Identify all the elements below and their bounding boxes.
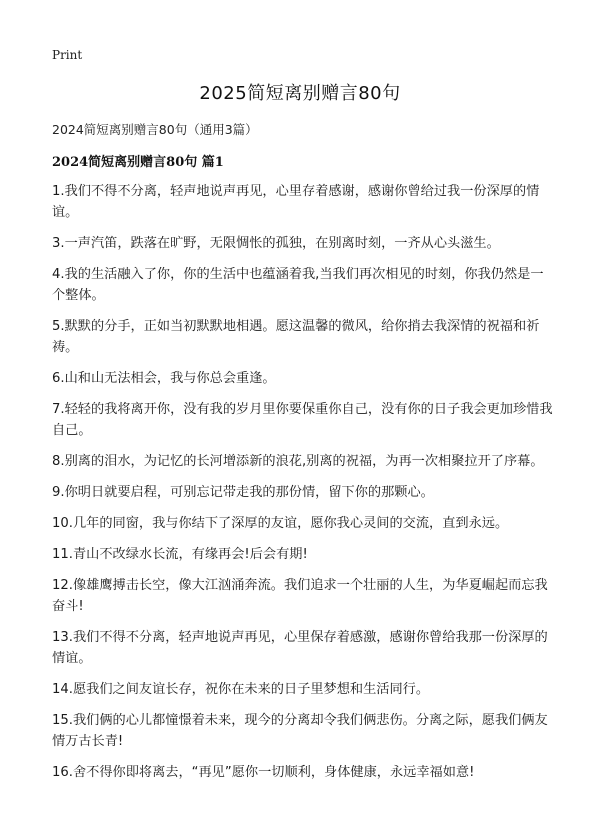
quote-list — [52, 181, 556, 793]
list-item: 14.愿我们之间友谊长存，祝你在未来的日子里梦想和生活同行。 — [52, 682, 430, 697]
list-item: 9.你明日就要启程，可别忘记带走我的那份情，留下你的那颗心。 — [52, 485, 434, 500]
list-item: 1.我们不得不分离，轻声地说声再见，心里存着感谢，感谢你曾给过我一份深厚的情谊。 — [52, 184, 540, 220]
list-item: 6.山和山无法相会，我与你总会重逢。 — [52, 371, 276, 386]
section-heading: 2024简短离别赠言80句 篇1 — [52, 155, 224, 170]
list-item: 13.我们不得不分离，轻声地说声再见，心里保存着感激，感谢你曾给我那一份深厚的情谊。 — [52, 630, 548, 666]
list-item: 7.轻轻的我将离开你，没有我的岁月里你要保重你自己，没有你的日子我会更加珍惜我自己。 — [52, 402, 553, 438]
list-item: 4.我的生活融入了你，你的生活中也蕴涵着我,当我们再次相见的时刻，你我仍然是一个整体。 — [52, 267, 544, 303]
document-title: 2025简短离别赠言80句 — [199, 83, 401, 104]
list-item: 5.默默的分手，正如当初默默地相遇。愿这温馨的微风，给你捎去我深情的祝福和祈祷。 — [52, 319, 540, 355]
list-item: 10.几年的同窗，我与你结下了深厚的友谊，愿你我心灵间的交流，直到永远。 — [52, 516, 509, 531]
list-item: 8.别离的泪水，为记忆的长河增添新的浪花,别离的祝福，为再一次相聚拉开了序幕。 — [52, 454, 544, 469]
list-item: 11.青山不改绿水长流，有缘再会!后会有期! — [52, 547, 308, 562]
list-item: 3.一声汽笛，跌落在旷野，无限惆怅的孤独，在别离时刻，一齐从心头滋生。 — [52, 236, 500, 251]
document-subtitle: 2024简短离别赠言80句（通用3篇） — [52, 122, 258, 137]
print-label: Print — [52, 48, 83, 62]
list-item: 12.像雄鹰搏击长空，像大江汹涌奔流。我们追求一个壮丽的人生，为华夏崛起而忘我奋斗! — [52, 578, 548, 614]
list-item: 15.我们俩的心儿都憧憬着未来，现今的分离却令我们俩悲伤。分离之际，愿我们俩友情万古长青! — [52, 713, 548, 749]
list-item: 16.舍不得你即将离去，“再见”愿你一切顺利，身体健康，永远幸福如意! — [52, 765, 475, 780]
